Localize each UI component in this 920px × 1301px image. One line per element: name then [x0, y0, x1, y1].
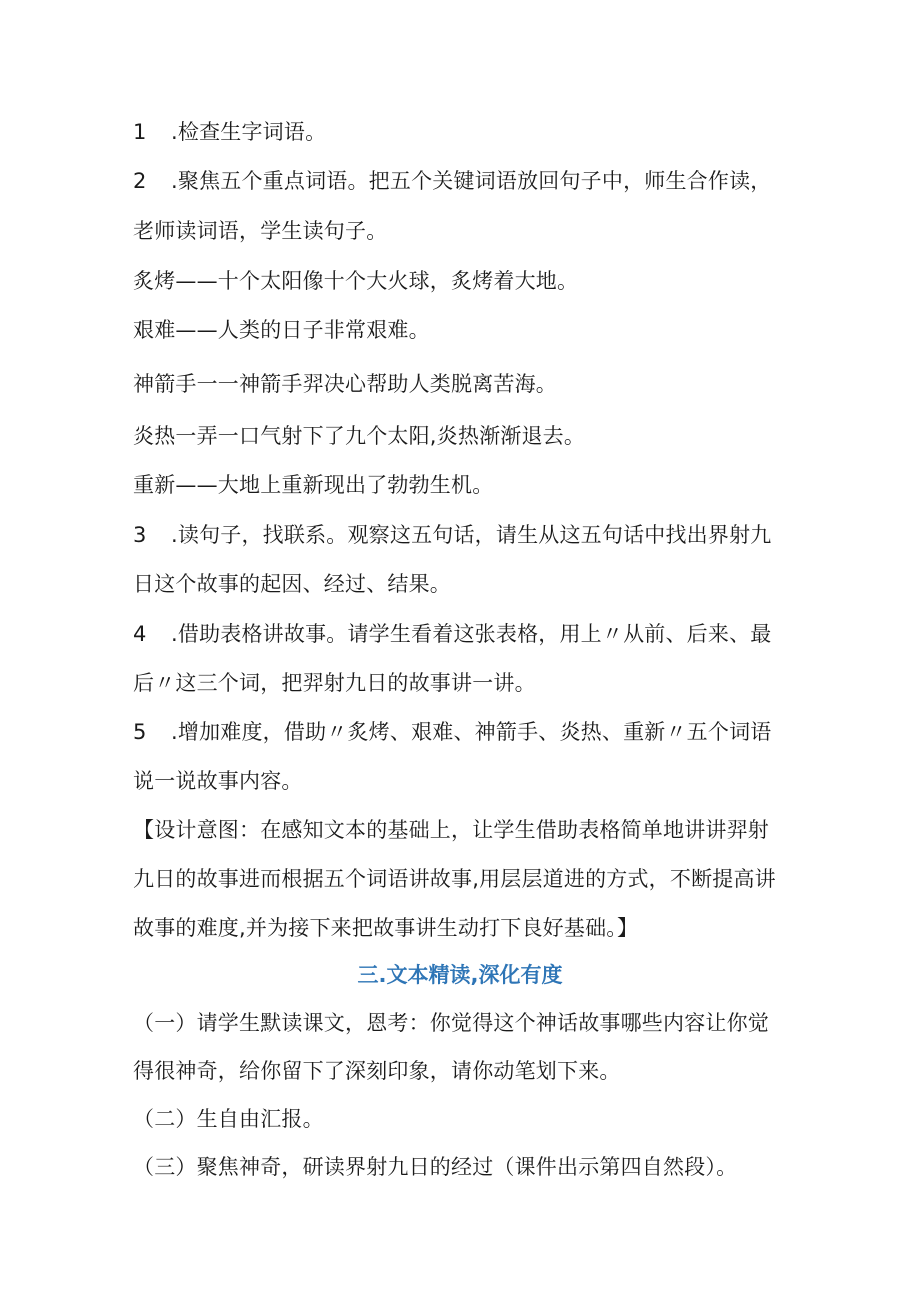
- vocab-sentence-yanre: 炎热一弄一口气射下了九个太阳,炎热渐渐退去。: [133, 424, 586, 448]
- step-text: .读句子，找联系。观察这五句话，请生从这五句话中找出界射九: [171, 523, 772, 547]
- step-text: .检查生字词语。: [171, 120, 327, 144]
- vocab-sentence-shenjianshou: 神箭手一一神箭手羿决心帮助人类脱离苦海。: [133, 372, 557, 396]
- vocab-sentence-chongxin: 重新——大地上重新现出了勃勃生机。: [133, 473, 494, 497]
- step-3: [133, 520, 771, 550]
- paragraph-line: 后〃这三个词，把羿射九日的故事讲一讲。: [133, 671, 536, 695]
- step-text: .借助表格讲故事。请学生看着这张表格，用上〃从前、后来、最: [171, 622, 772, 646]
- design-intent-line: 【设计意图：在感知文本的基础上，让学生借助表格简单地讲讲羿射: [133, 818, 769, 842]
- design-intent-line: 故事的难度,并为接下来把故事讲生动打下良好基础。】: [133, 916, 639, 940]
- section-heading: 三.文本精读,深化有度: [357, 963, 563, 987]
- vocab-sentence-jiannan: 艰难——人类的日子非常艰难。: [133, 318, 430, 342]
- paragraph-line: 说一说故事内容。: [133, 769, 303, 793]
- step-4: [133, 619, 771, 649]
- step-5: [133, 717, 771, 747]
- design-intent-line: 九日的故事进而根据五个词语讲故事,用层层道进的方式，不断提高讲: [133, 867, 776, 891]
- step-number: 2: [133, 169, 147, 193]
- vocab-sentence-zhikao: 炙烤——十个太阳像十个大火球，炙烤着大地。: [133, 269, 579, 293]
- step-number: 3: [133, 523, 147, 547]
- step-number: 1: [133, 120, 147, 144]
- paragraph-line: （二）生自由汇报。: [133, 1107, 324, 1131]
- step-text: .聚焦五个重点词语。把五个关键词语放回句子中，师生合作读，: [171, 169, 772, 193]
- step-1: [133, 117, 326, 147]
- paragraph-line: 日这个故事的起因、经过、结果。: [133, 572, 451, 596]
- paragraph-line: 老师读词语，学生读句子。: [133, 219, 388, 243]
- step-number: 5: [133, 720, 147, 744]
- step-text: .增加难度，借助〃炙烤、艰难、神箭手、炎热、重新〃五个词语: [171, 720, 772, 744]
- paragraph-line: 得很神奇，给你留下了深刻印象，请你动笔划下来。: [133, 1059, 621, 1083]
- paragraph-line: （一）请学生默读课文，恩考：你觉得这个神话故事哪些内容让你觉: [133, 1011, 769, 1035]
- step-number: 4: [133, 622, 147, 646]
- paragraph-line: （三）聚焦神奇，研读界射九日的经过（课件出示第四自然段）。: [133, 1155, 738, 1179]
- step-2: [133, 166, 771, 196]
